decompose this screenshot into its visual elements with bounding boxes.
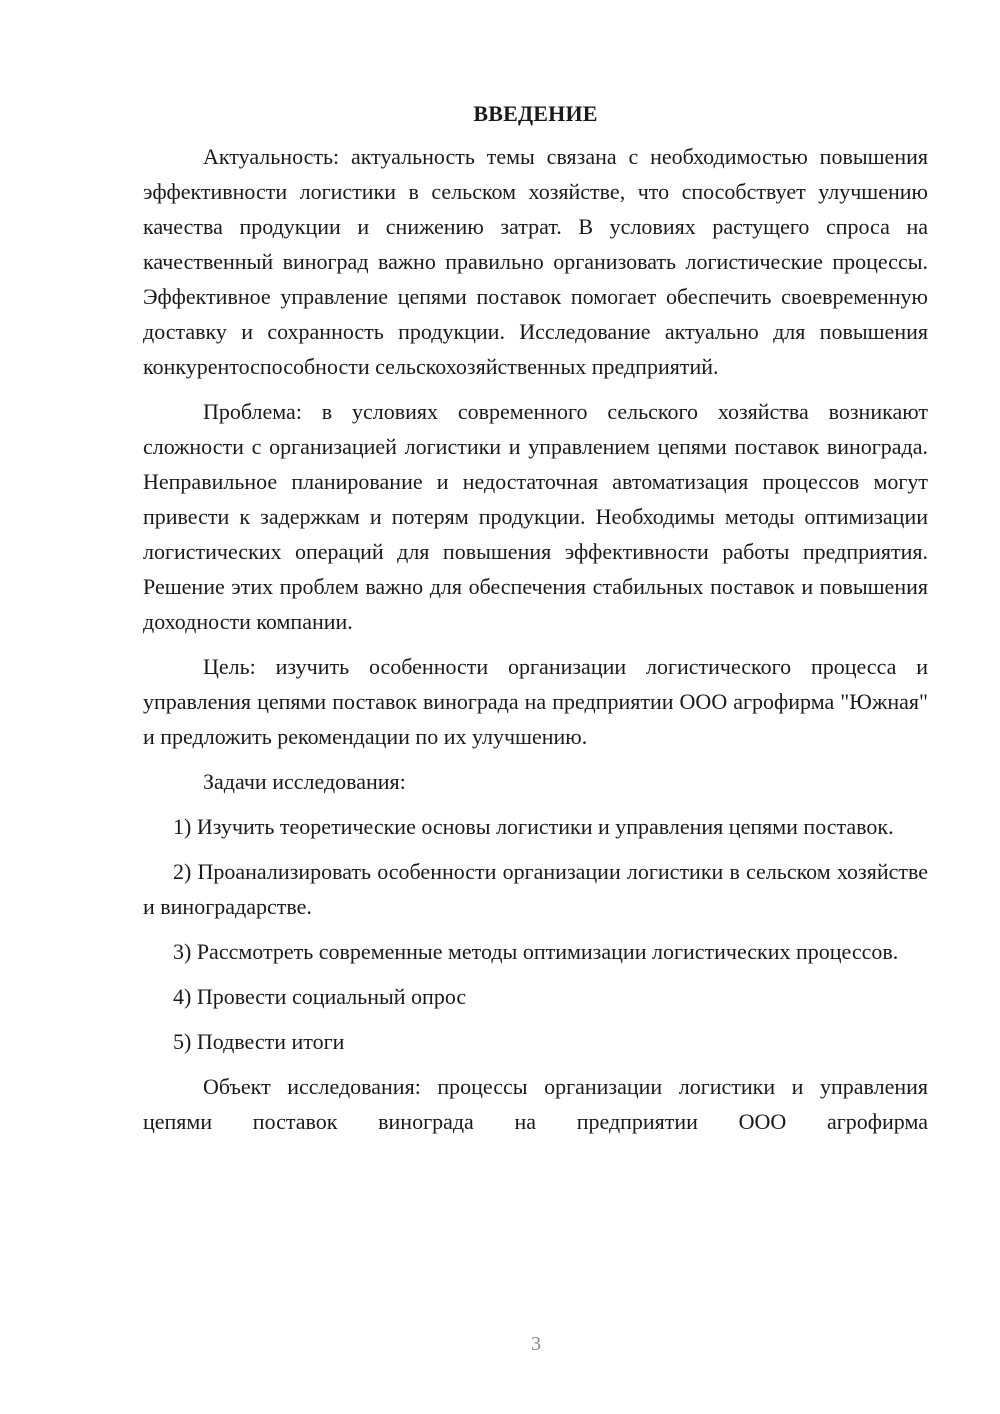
paragraph-problem: Проблема: в условиях современного сельского хозяйства возникают сложности с организацией логистики и управлением цепями поставок винограда. Неправильное планирование и недостаточная автоматизация процессов могут привести к задержкам и потерям продукции. Необходимы методы оптимизации логистических операций для повышения эффективности работы предприятия. Решение этих проблем важно для обеспечения стабильных поставок и повышения доходности компании. (143, 399, 928, 634)
task-item-1: 1) Изучить теоретические основы логистики и управления цепями поставок. (173, 814, 894, 839)
paragraph-relevance: Актуальность: актуальность темы связана с необходимостью повышения эффективности логистики в сельском хозяйстве, что способствует улучшению качества продукции и снижению затрат. В условиях растущего спроса на качественный виноград важно правильно организовать логистические процессы. Эффективное управление цепями поставок помогает обеспечить своевременную доставку и сохранность продукции. Исследование актуально для повышения конкурентоспособности сельскохозяйственных предприятий. (143, 144, 928, 379)
section-title: ВВЕДЕНИЕ (473, 101, 598, 126)
paragraph-goal: Цель: изучить особенности организации логистического процесса и управления цепями поставок винограда на предприятии ООО агрофирма "Южная" и предложить рекомендации по их улучшению. (143, 654, 928, 749)
task-item-4: 4) Провести социальный опрос (173, 984, 467, 1009)
task-item-2: 2) Проанализировать особенности организации логистики в сельском хозяйстве и виноградарстве. (143, 859, 928, 919)
task-item-3: 3) Рассмотреть современные методы оптимизации логистических процессов. (173, 939, 899, 964)
paragraph-object: Объект исследования: процессы организации логистики и управления цепями поставок винограда на предприятии ООО агрофирма (143, 1074, 928, 1134)
document-page (143, 96, 928, 1149)
tasks-heading: Задачи исследования: (203, 769, 406, 794)
page-number: 3 (531, 1333, 541, 1355)
task-item-5: 5) Подвести итоги (173, 1029, 345, 1054)
